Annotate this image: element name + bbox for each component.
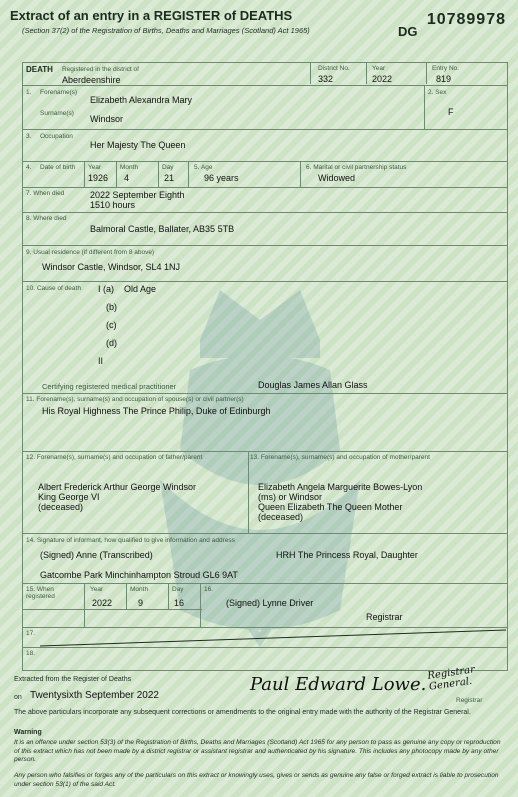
cause-c-label: (c) (106, 320, 117, 330)
field-1-number: 1. (26, 89, 32, 96)
usual-residence-value: Windsor Castle, Windsor, SL4 1NJ (42, 262, 181, 272)
reg-month-label: Month (130, 586, 149, 593)
field-18-number: 18. (26, 650, 36, 657)
marital-value: Widowed (318, 173, 356, 183)
father-line-2: King George VI (38, 492, 100, 502)
reg-day-value: 16 (174, 598, 185, 608)
particulars-note: The above particulars incorporate any subsequent corrections or amendments to the original entry made with the authority of the Registrar General. (14, 709, 471, 716)
informant-signature: (Signed) Anne (Transcribed) (40, 550, 153, 560)
age-label: 5. Age (194, 164, 213, 171)
father-line-1: Albert Frederick Arthur George Windsor (38, 482, 197, 492)
registrar-footer-label: Registrar (456, 697, 483, 704)
forenames-label: Forename(s) (40, 89, 78, 96)
mother-line-3: Queen Elizabeth The Queen Mother (258, 502, 403, 512)
document-title: Extract of an entry in a REGISTER of DEATHS (10, 8, 293, 23)
when-registered-label: 15. When registered (26, 586, 55, 600)
occupation-value: Her Majesty The Queen (90, 140, 186, 150)
registrar-title: Registrar (366, 612, 403, 622)
cause-1-value: Old Age (124, 284, 157, 294)
mother-label: 13. Forename(s), surname(s) and occupation of mother/parent (250, 454, 430, 461)
spouse-label: 11. Forename(s), surname(s) and occupation of spouse(s) or civil partner(s) (26, 396, 244, 403)
district-no-value: 332 (318, 74, 334, 84)
reg-year-value: 2022 (92, 598, 113, 608)
on-label: on (14, 694, 22, 701)
void-line (40, 628, 506, 648)
mother-line-1: Elizabeth Angela Marguerite Bowes-Lyon (258, 482, 423, 492)
extract-date: Twentysixth September 2022 (30, 690, 159, 701)
registrar-general-signature: Paul Edward Lowe. (250, 674, 427, 695)
certifying-value: Douglas James Allan Glass (258, 380, 368, 390)
registrar-signature: (Signed) Lynne Driver (226, 598, 314, 608)
warning-title: Warning (14, 729, 42, 736)
surname-value: Windsor (90, 114, 124, 124)
field-16-number: 16. (204, 586, 214, 593)
when-died-label: 7. When died (26, 190, 65, 197)
entry-no-value: 819 (436, 74, 452, 84)
father-label: 12. Forename(s), surname(s) and occupation of father/parent (26, 454, 203, 461)
warning-text-1: It is an offence under section 53(3) of the Registration of Births, Deaths and Marriages (Scotland) Act 1965 for any person to pass as genuine any copy or reproduction of this extract which has not been made by a district registrar or assistant registrar and authenticated by his signature. This includes any photocopy made by any other person. (14, 739, 501, 764)
reg-day-label: Day (172, 586, 184, 593)
forenames-value: Elizabeth Alexandra Mary (90, 95, 193, 105)
field-3-number: 3. (26, 133, 32, 140)
mother-line-4: (deceased) (258, 512, 304, 522)
warning-text-2: Any person who falsifies or forges any of the particulars on this extract or knowingly uses, gives or sends as genuine any false or forged extract is liable to prosecution under section 53(1) of the said Act. (14, 772, 499, 788)
cause-d-label: (d) (106, 338, 117, 348)
usual-residence-label: 9. Usual residence (if different from 8 above) (26, 249, 155, 256)
informant-label: 14. Signature of informant, how qualified to give information and address (26, 537, 235, 544)
reg-year-label: Year (90, 586, 104, 593)
certifying-label: Certifying registered medical practitioner (42, 382, 177, 391)
when-died-time: 1510 hours (90, 200, 136, 210)
year-value: 2022 (372, 74, 393, 84)
district-value: Aberdeenshire (62, 75, 121, 85)
father-line-3: (deceased) (38, 502, 84, 512)
spouse-value: His Royal Highness The Prince Philip, Duke of Edinburgh (42, 406, 271, 416)
dob-year-value: 1926 (88, 173, 109, 183)
serial-number: 10789978 (426, 11, 506, 28)
dob-month-value: 4 (124, 173, 130, 183)
death-label: DEATH (26, 65, 53, 74)
document-subtitle: (Section 37(2) of the Registration of Births, Deaths and Marriages (Scotland) Act 1965) (22, 26, 310, 35)
series-code: DG (398, 24, 418, 39)
dob-month-label: Month (120, 164, 139, 171)
sex-label: 2. Sex (428, 89, 447, 96)
district-no-label: District No. (318, 65, 350, 72)
where-died-value: Balmoral Castle, Ballater, AB35 5TB (90, 224, 235, 234)
field-4-number: 4. (26, 164, 32, 171)
cause-ii-label: II (98, 356, 104, 366)
dob-year-label: Year (88, 164, 102, 171)
district-label: Registered in the district of (62, 66, 139, 73)
sex-value: F (448, 107, 454, 117)
informant-qualification: HRH The Princess Royal, Daughter (276, 550, 418, 560)
where-died-label: 8. Where died (26, 215, 67, 222)
informant-address: Gatcombe Park Minchinhampton Stroud GL6 9AT (40, 570, 238, 580)
cause-label: 10. Cause of death (26, 285, 81, 292)
registrar-general-handwritten: Registrar General. (426, 664, 476, 693)
dob-day-value: 21 (164, 173, 175, 183)
year-label: Year (372, 65, 386, 72)
mother-line-2: (ms) or Windsor (258, 492, 323, 502)
cause-1-label: I (a) (98, 284, 115, 294)
age-value: 96 years (204, 173, 239, 183)
extracted-from: Extracted from the Register of Deaths (14, 676, 132, 683)
dob-label: Date of birth (40, 164, 76, 171)
when-died-date: 2022 September Eighth (90, 190, 185, 200)
cause-b-label: (b) (106, 302, 117, 312)
reg-month-value: 9 (138, 598, 144, 608)
field-17-number: 17. (26, 630, 36, 637)
dob-day-label: Day (162, 164, 174, 171)
marital-label: 6. Marital or civil partnership status (306, 164, 407, 171)
surnames-label: Surname(s) (40, 110, 74, 117)
occupation-label: Occupation (40, 133, 73, 140)
entry-no-label: Entry No. (432, 65, 460, 72)
